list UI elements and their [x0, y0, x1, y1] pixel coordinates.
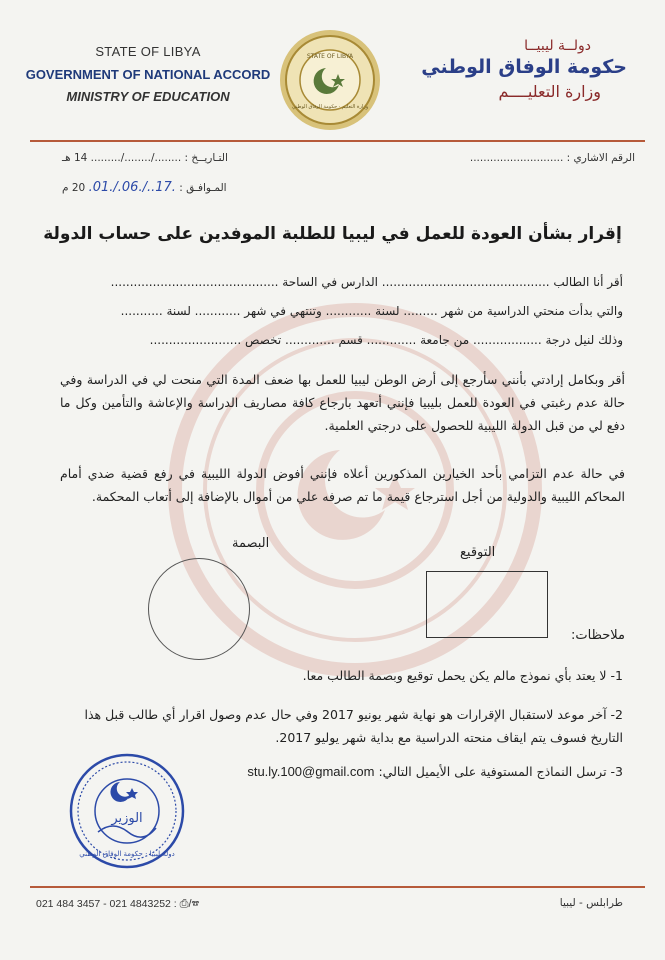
- submission-email: stu.ly.100@gmail.com: [247, 764, 375, 779]
- official-stamp-icon: [68, 752, 186, 870]
- hijri-date-field: التـاريــخ : ......../......../......... 14 هـ: [62, 152, 228, 164]
- signature-label: التوقيع: [460, 545, 496, 560]
- note-1: 1- لا يعتد بأي نموذج مالم يكن يحمل توقيع وبصمة الطالب معا.: [302, 668, 623, 683]
- notes-title: ملاحظات:: [571, 628, 625, 643]
- footer-phones: [36, 898, 199, 911]
- footer-city: طرابلس - ليبيا: [559, 897, 623, 909]
- gregorian-date-field: [62, 180, 227, 195]
- note-3-text: 3- ترسل النماذج المستوفية على الأيميل التالي:: [378, 764, 623, 779]
- fax-phone-icon: ⎙/☎: [179, 898, 200, 910]
- reference-number-field: الرقم الاشاري : ............................: [469, 152, 635, 164]
- svg-text:دولة ليبيا · حكومة الوفاق الوط: دولة ليبيا · حكومة الوفاق الوطني: [79, 850, 175, 858]
- student-name-line: أقر أنا الطالب ............................................ الدارس في الساحة ............................................: [110, 275, 623, 289]
- arabic-header: [387, 38, 627, 101]
- state-name-en: STATE OF LIBYA: [95, 44, 201, 59]
- svg-text:الوزير: الوزير: [111, 811, 143, 826]
- signature-box: [426, 571, 548, 638]
- ministry-name-en: MINISTRY OF EDUCATION: [66, 89, 230, 104]
- authorization-paragraph: في حالة عدم التزامي بأحد الخيارين المذكورين أعلاه فإنني أفوض الدولة الليبية في رفع قضية ضدي أمام المحاكم الليبية والدولية من أجل استرجاع قيمة ما تم صرفه علي من أموال بالإضافة إلى أتعاب المحكمة.: [60, 466, 625, 504]
- scholarship-period-line: والتي بدأت منحتي الدراسية من شهر ......... لسنة ............ وتنتهي في شهر ............ لسنة ...........: [120, 304, 623, 318]
- header-divider: [30, 140, 645, 142]
- ministry-seal-icon: [278, 28, 382, 132]
- ministry-name-ar: وزارة التعليــــم: [498, 82, 601, 101]
- degree-line: وذلك لنيل درجة .................. من جامعة ............. قسم ............. تخصص ........................: [149, 333, 623, 347]
- thumbprint-area: [148, 558, 250, 660]
- commitment-paragraph: أقر وبكامل إرادتي بأنني سأرجع إلى أرض الوطن ليبيا للعمل بها ضعف المدة التي منحت لي في الدراسة وفي حالة عدم رغبتي في العودة للعمل بليبيا فإنني أتعهد بارجاع كافة مصاريف الدراسة والإعاشة والتأمين وكل ما دفع لي من قبل الدولة الليبية للحصول على درجتي العلمية.: [60, 372, 625, 433]
- government-name-en: GOVERNMENT OF NATIONAL ACCORD: [25, 67, 271, 82]
- document-title: إقرار بشأن العودة للعمل في ليبيا للطلبة الموفدين على حساب الدولة: [43, 224, 622, 244]
- svg-text:STATE OF LIBYA: STATE OF LIBYA: [306, 53, 354, 60]
- svg-text:وزارة التعليم · حكومة الوفاق ا: وزارة التعليم · حكومة الوفاق الوطني: [291, 104, 369, 110]
- government-name-ar: حكومة الوفاق الوطني: [421, 56, 627, 78]
- state-name-ar: دولــة ليبيــا: [524, 38, 591, 54]
- gregorian-date-label: المـوافـق :: [179, 182, 227, 194]
- footer-divider: [30, 886, 645, 888]
- gregorian-date-handwritten: .17../.06./.01.: [88, 180, 176, 195]
- phone-numbers: 021 484 3457 - 021 4843252 :: [36, 898, 177, 910]
- gregorian-date-suffix: 20 م: [62, 182, 86, 194]
- english-header: [18, 44, 278, 104]
- note-2: 2- آخر موعد لاستقبال الإقرارات هو نهاية شهر يونيو 2017 وفي حال عدم وصول اقرار أي طالب قبل هذا التاريخ فسوف يتم ايقاف منحته الدراسية مع بداية شهر يوليو 2017.: [84, 707, 623, 745]
- thumbprint-label: البصمة: [232, 536, 270, 551]
